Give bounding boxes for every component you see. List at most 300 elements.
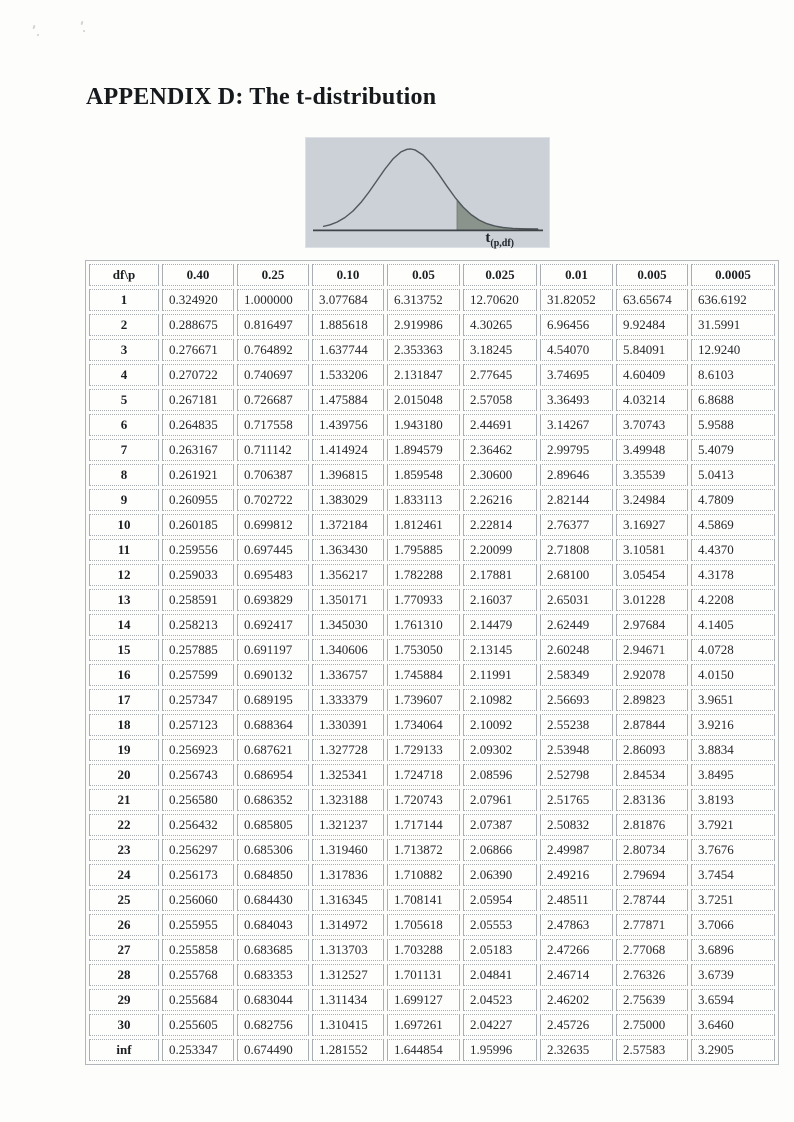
- t-value-cell: 3.6460: [691, 1014, 775, 1036]
- t-value-cell: 1.356217: [312, 564, 384, 586]
- t-value-cell: 4.0728: [691, 639, 775, 661]
- df-cell: 10: [89, 514, 159, 536]
- df-cell: 2: [89, 314, 159, 336]
- t-value-cell: 2.87844: [616, 714, 688, 736]
- t-value-cell: 2.32635: [540, 1039, 613, 1061]
- table-row: [89, 289, 775, 311]
- t-value-cell: 2.45726: [540, 1014, 613, 1036]
- t-value-cell: 0.260185: [162, 514, 234, 536]
- t-value-cell: 12.9240: [691, 339, 775, 361]
- t-value-cell: 1.95996: [463, 1039, 537, 1061]
- t-value-cell: 1.312527: [312, 964, 384, 986]
- t-value-cell: 3.077684: [312, 289, 384, 311]
- t-value-cell: 0.259556: [162, 539, 234, 561]
- t-value-cell: 2.68100: [540, 564, 613, 586]
- t-value-cell: 3.05454: [616, 564, 688, 586]
- t-value-cell: 2.75639: [616, 989, 688, 1011]
- t-value-cell: 2.77871: [616, 914, 688, 936]
- df-cell: 21: [89, 789, 159, 811]
- t-value-cell: 0.684430: [237, 889, 309, 911]
- t-value-cell: 0.256580: [162, 789, 234, 811]
- t-value-cell: 0.264835: [162, 414, 234, 436]
- t-value-cell: 31.82052: [540, 289, 613, 311]
- t-value-cell: 3.16927: [616, 514, 688, 536]
- t-value-cell: 2.77068: [616, 939, 688, 961]
- t-value-cell: 0.255955: [162, 914, 234, 936]
- t-value-cell: 0.685306: [237, 839, 309, 861]
- t-value-cell: 4.4370: [691, 539, 775, 561]
- t-value-cell: 0.255605: [162, 1014, 234, 1036]
- table-row: [89, 439, 775, 461]
- df-cell: 28: [89, 964, 159, 986]
- t-value-cell: 2.353363: [387, 339, 460, 361]
- table-row: [89, 489, 775, 511]
- t-value-cell: 3.7066: [691, 914, 775, 936]
- t-value-cell: 0.257123: [162, 714, 234, 736]
- df-cell: 3: [89, 339, 159, 361]
- t-value-cell: 0.259033: [162, 564, 234, 586]
- table-row: [89, 464, 775, 486]
- t-value-cell: 0.256743: [162, 764, 234, 786]
- t-value-cell: 4.30265: [463, 314, 537, 336]
- t-value-cell: 3.7676: [691, 839, 775, 861]
- t-value-cell: 1.703288: [387, 939, 460, 961]
- t-value-cell: 2.60248: [540, 639, 613, 661]
- t-value-cell: 0.711142: [237, 439, 309, 461]
- t-value-cell: 3.01228: [616, 589, 688, 611]
- corner-header: df\p: [89, 264, 159, 286]
- t-value-cell: 0.260955: [162, 489, 234, 511]
- t-value-cell: 2.71808: [540, 539, 613, 561]
- t-value-cell: 3.49948: [616, 439, 688, 461]
- page-title: APPENDIX D: The t-distribution: [86, 84, 437, 110]
- t-value-cell: 0.674490: [237, 1039, 309, 1061]
- t-value-cell: 2.07961: [463, 789, 537, 811]
- column-header-p: 0.40: [162, 264, 234, 286]
- t-value-cell: 2.10092: [463, 714, 537, 736]
- df-cell: 18: [89, 714, 159, 736]
- df-cell: 5: [89, 389, 159, 411]
- table-row: [89, 964, 775, 986]
- table-row: [89, 539, 775, 561]
- t-value-cell: 2.36462: [463, 439, 537, 461]
- t-value-cell: 2.30600: [463, 464, 537, 486]
- t-value-cell: 2.55238: [540, 714, 613, 736]
- t-value-cell: 3.10581: [616, 539, 688, 561]
- t-value-cell: 3.7454: [691, 864, 775, 886]
- t-value-cell: 2.76326: [616, 964, 688, 986]
- table-row: [89, 714, 775, 736]
- df-cell: 11: [89, 539, 159, 561]
- t-value-cell: 2.14479: [463, 614, 537, 636]
- t-value-cell: 2.89823: [616, 689, 688, 711]
- column-header-p: 0.01: [540, 264, 613, 286]
- table-row: [89, 889, 775, 911]
- t-value-cell: 4.7809: [691, 489, 775, 511]
- df-cell: 16: [89, 664, 159, 686]
- t-value-cell: 3.6896: [691, 939, 775, 961]
- t-value-cell: 0.699812: [237, 514, 309, 536]
- t-value-cell: 1.739607: [387, 689, 460, 711]
- t-value-cell: 2.015048: [387, 389, 460, 411]
- df-cell: 17: [89, 689, 159, 711]
- t-value-cell: 3.8193: [691, 789, 775, 811]
- t-value-cell: 2.47266: [540, 939, 613, 961]
- t-value-cell: 12.70620: [463, 289, 537, 311]
- t-subscript: (p,df): [490, 238, 514, 249]
- t-value-cell: 2.44691: [463, 414, 537, 436]
- t-value-cell: 2.75000: [616, 1014, 688, 1036]
- df-cell: 13: [89, 589, 159, 611]
- t-value-cell: 4.1405: [691, 614, 775, 636]
- t-value-cell: 1.812461: [387, 514, 460, 536]
- t-value-cell: 4.0150: [691, 664, 775, 686]
- t-value-cell: 1.729133: [387, 739, 460, 761]
- df-cell: 29: [89, 989, 159, 1011]
- t-table-header-row: [89, 264, 775, 286]
- table-row: [89, 564, 775, 586]
- t-value-cell: 4.3178: [691, 564, 775, 586]
- t-value-cell: 1.859548: [387, 464, 460, 486]
- t-value-cell: 2.919986: [387, 314, 460, 336]
- t-value-cell: 1.885618: [312, 314, 384, 336]
- t-value-cell: 2.53948: [540, 739, 613, 761]
- t-value-cell: 4.2208: [691, 589, 775, 611]
- t-value-cell: 2.10982: [463, 689, 537, 711]
- t-value-cell: 0.702722: [237, 489, 309, 511]
- t-value-cell: 0.257885: [162, 639, 234, 661]
- t-value-cell: 3.35539: [616, 464, 688, 486]
- t-value-cell: 5.9588: [691, 414, 775, 436]
- t-value-cell: 2.47863: [540, 914, 613, 936]
- t-value-cell: 1.336757: [312, 664, 384, 686]
- t-value-cell: 1.345030: [312, 614, 384, 636]
- t-value-cell: 1.745884: [387, 664, 460, 686]
- df-cell: 15: [89, 639, 159, 661]
- t-value-cell: 2.99795: [540, 439, 613, 461]
- t-value-cell: 2.94671: [616, 639, 688, 661]
- t-value-cell: 0.256173: [162, 864, 234, 886]
- column-header-p: 0.005: [616, 264, 688, 286]
- t-value-cell: 2.49216: [540, 864, 613, 886]
- t-value-cell: 1.717144: [387, 814, 460, 836]
- t-value-cell: 0.706387: [237, 464, 309, 486]
- scan-speck: [81, 21, 84, 25]
- scan-speck: [83, 30, 85, 32]
- shaded-tail-region: [457, 200, 538, 230]
- t-value-cell: 1.314972: [312, 914, 384, 936]
- table-row: [89, 389, 775, 411]
- t-value-cell: 1.894579: [387, 439, 460, 461]
- t-value-cell: 2.04523: [463, 989, 537, 1011]
- t-value-cell: 31.5991: [691, 314, 775, 336]
- t-value-cell: 3.14267: [540, 414, 613, 436]
- t-value-cell: 4.5869: [691, 514, 775, 536]
- t-value-cell: 2.13145: [463, 639, 537, 661]
- t-value-cell: 1.311434: [312, 989, 384, 1011]
- t-value-cell: 1.321237: [312, 814, 384, 836]
- t-value-cell: 2.56693: [540, 689, 613, 711]
- t-value-cell: 0.764892: [237, 339, 309, 361]
- t-value-cell: 2.52798: [540, 764, 613, 786]
- t-value-cell: 1.761310: [387, 614, 460, 636]
- t-value-cell: 2.04227: [463, 1014, 537, 1036]
- t-value-cell: 63.65674: [616, 289, 688, 311]
- t-value-cell: 0.690132: [237, 664, 309, 686]
- t-value-cell: 0.688364: [237, 714, 309, 736]
- table-row: [89, 664, 775, 686]
- t-value-cell: 8.6103: [691, 364, 775, 386]
- t-value-cell: 1.701131: [387, 964, 460, 986]
- t-value-cell: 2.06866: [463, 839, 537, 861]
- t-value-cell: 3.7921: [691, 814, 775, 836]
- t-value-cell: 1.323188: [312, 789, 384, 811]
- column-header-p: 0.0005: [691, 264, 775, 286]
- t-value-cell: 0.697445: [237, 539, 309, 561]
- t-value-cell: 2.05954: [463, 889, 537, 911]
- t-value-cell: 0.691197: [237, 639, 309, 661]
- t-value-cell: 1.705618: [387, 914, 460, 936]
- t-value-cell: 636.6192: [691, 289, 775, 311]
- t-value-cell: 1.414924: [312, 439, 384, 461]
- t-value-cell: 1.644854: [387, 1039, 460, 1061]
- t-value-cell: 2.06390: [463, 864, 537, 886]
- t-value-cell: 3.36493: [540, 389, 613, 411]
- t-value-cell: 2.84534: [616, 764, 688, 786]
- df-cell: 19: [89, 739, 159, 761]
- df-cell: 12: [89, 564, 159, 586]
- table-row: [89, 314, 775, 336]
- df-cell: 22: [89, 814, 159, 836]
- scan-speck: [37, 34, 39, 36]
- t-value-cell: 3.74695: [540, 364, 613, 386]
- table-row: [89, 614, 775, 636]
- t-value-cell: 2.05553: [463, 914, 537, 936]
- t-value-cell: 1.363430: [312, 539, 384, 561]
- t-value-cell: 0.686352: [237, 789, 309, 811]
- table-row: [89, 764, 775, 786]
- t-value-cell: 0.683685: [237, 939, 309, 961]
- t-value-cell: 1.943180: [387, 414, 460, 436]
- table-row: [89, 814, 775, 836]
- t-value-cell: 2.49987: [540, 839, 613, 861]
- table-row: [89, 1014, 775, 1036]
- t-value-cell: 0.276671: [162, 339, 234, 361]
- t-value-cell: 0.685805: [237, 814, 309, 836]
- df-cell: 24: [89, 864, 159, 886]
- t-value-cell: 0.682756: [237, 1014, 309, 1036]
- t-value-cell: 1.383029: [312, 489, 384, 511]
- t-value-cell: 2.82144: [540, 489, 613, 511]
- t-value-cell: 2.65031: [540, 589, 613, 611]
- t-value-cell: 2.131847: [387, 364, 460, 386]
- t-value-cell: 0.717558: [237, 414, 309, 436]
- t-value-cell: 1.350171: [312, 589, 384, 611]
- t-value-cell: 1.697261: [387, 1014, 460, 1036]
- t-value-cell: 0.288675: [162, 314, 234, 336]
- t-value-cell: 1.439756: [312, 414, 384, 436]
- t-value-cell: 1.000000: [237, 289, 309, 311]
- t-value-cell: 0.255684: [162, 989, 234, 1011]
- t-value-cell: 5.84091: [616, 339, 688, 361]
- table-row: [89, 839, 775, 861]
- t-value-cell: 3.70743: [616, 414, 688, 436]
- t-value-cell: 6.8688: [691, 389, 775, 411]
- t-value-cell: 2.22814: [463, 514, 537, 536]
- t-value-cell: 0.256060: [162, 889, 234, 911]
- t-value-cell: 1.713872: [387, 839, 460, 861]
- df-cell: 4: [89, 364, 159, 386]
- t-value-cell: 1.637744: [312, 339, 384, 361]
- t-value-cell: 2.11991: [463, 664, 537, 686]
- t-value-cell: 1.753050: [387, 639, 460, 661]
- table-row: [89, 689, 775, 711]
- t-value-cell: 2.51765: [540, 789, 613, 811]
- t-value-cell: 0.267181: [162, 389, 234, 411]
- t-value-cell: 6.313752: [387, 289, 460, 311]
- t-value-cell: 0.263167: [162, 439, 234, 461]
- t-value-cell: 0.256923: [162, 739, 234, 761]
- t-value-cell: 3.2905: [691, 1039, 775, 1061]
- t-value-cell: 2.57583: [616, 1039, 688, 1061]
- t-value-cell: 1.724718: [387, 764, 460, 786]
- t-value-cell: 1.475884: [312, 389, 384, 411]
- t-value-cell: 1.708141: [387, 889, 460, 911]
- t-value-cell: 4.03214: [616, 389, 688, 411]
- t-value-cell: 2.79694: [616, 864, 688, 886]
- table-row: [89, 1039, 775, 1061]
- t-value-cell: 1.319460: [312, 839, 384, 861]
- t-value-cell: 3.9216: [691, 714, 775, 736]
- t-value-cell: 4.60409: [616, 364, 688, 386]
- table-row: [89, 739, 775, 761]
- t-distribution-figure: [305, 137, 550, 248]
- t-value-cell: 0.257599: [162, 664, 234, 686]
- t-value-cell: 1.310415: [312, 1014, 384, 1036]
- table-row: [89, 939, 775, 961]
- table-row: [89, 914, 775, 936]
- t-value-cell: 2.62449: [540, 614, 613, 636]
- df-cell: 6: [89, 414, 159, 436]
- table-row: [89, 789, 775, 811]
- df-cell: 14: [89, 614, 159, 636]
- df-cell: 1: [89, 289, 159, 311]
- df-cell: 20: [89, 764, 159, 786]
- t-value-cell: 1.316345: [312, 889, 384, 911]
- t-value-cell: 0.693829: [237, 589, 309, 611]
- t-value-cell: 2.05183: [463, 939, 537, 961]
- t-value-cell: 1.396815: [312, 464, 384, 486]
- df-cell: 26: [89, 914, 159, 936]
- t-value-cell: 2.48511: [540, 889, 613, 911]
- t-value-cell: 6.96456: [540, 314, 613, 336]
- t-symbol: t: [485, 230, 491, 246]
- t-value-cell: 0.683353: [237, 964, 309, 986]
- t-value-cell: 2.07387: [463, 814, 537, 836]
- t-value-cell: 2.76377: [540, 514, 613, 536]
- t-value-cell: 3.6594: [691, 989, 775, 1011]
- t-value-cell: 0.684850: [237, 864, 309, 886]
- t-value-cell: 2.08596: [463, 764, 537, 786]
- t-value-cell: 1.330391: [312, 714, 384, 736]
- t-value-cell: 0.256297: [162, 839, 234, 861]
- df-cell: 27: [89, 939, 159, 961]
- t-value-cell: 0.257347: [162, 689, 234, 711]
- df-cell: 9: [89, 489, 159, 511]
- t-value-cell: 2.20099: [463, 539, 537, 561]
- scan-speck: [32, 25, 35, 29]
- t-value-cell: 2.58349: [540, 664, 613, 686]
- t-value-cell: 5.4079: [691, 439, 775, 461]
- column-header-p: 0.25: [237, 264, 309, 286]
- t-value-cell: 1.533206: [312, 364, 384, 386]
- t-value-cell: 2.26216: [463, 489, 537, 511]
- t-value-cell: 0.687621: [237, 739, 309, 761]
- t-value-cell: 0.684043: [237, 914, 309, 936]
- t-value-cell: 2.92078: [616, 664, 688, 686]
- t-value-cell: 3.24984: [616, 489, 688, 511]
- t-value-cell: 1.782288: [387, 564, 460, 586]
- t-value-cell: 0.726687: [237, 389, 309, 411]
- t-value-cell: 1.770933: [387, 589, 460, 611]
- t-value-cell: 5.0413: [691, 464, 775, 486]
- t-value-cell: 0.261921: [162, 464, 234, 486]
- table-row: [89, 514, 775, 536]
- t-value-cell: 1.333379: [312, 689, 384, 711]
- t-value-cell: 2.83136: [616, 789, 688, 811]
- t-value-cell: 1.340606: [312, 639, 384, 661]
- t-value-cell: 2.86093: [616, 739, 688, 761]
- t-value-cell: 0.270722: [162, 364, 234, 386]
- t-value-cell: 2.89646: [540, 464, 613, 486]
- t-value-cell: 2.57058: [463, 389, 537, 411]
- t-value-cell: 0.816497: [237, 314, 309, 336]
- t-value-cell: 1.313703: [312, 939, 384, 961]
- t-value-cell: 0.258213: [162, 614, 234, 636]
- t-value-cell: 2.97684: [616, 614, 688, 636]
- df-cell: 7: [89, 439, 159, 461]
- df-cell: 30: [89, 1014, 159, 1036]
- t-value-cell: 3.8495: [691, 764, 775, 786]
- t-value-cell: 0.253347: [162, 1039, 234, 1061]
- column-header-p: 0.025: [463, 264, 537, 286]
- t-value-cell: 2.16037: [463, 589, 537, 611]
- t-value-cell: 0.695483: [237, 564, 309, 586]
- table-row: [89, 639, 775, 661]
- table-row: [89, 414, 775, 436]
- df-cell: inf: [89, 1039, 159, 1061]
- t-value-cell: 2.78744: [616, 889, 688, 911]
- t-value-cell: 1.710882: [387, 864, 460, 886]
- column-header-p: 0.10: [312, 264, 384, 286]
- bell-curve-line: [323, 149, 538, 229]
- df-cell: 25: [89, 889, 159, 911]
- t-value-cell: 0.255768: [162, 964, 234, 986]
- t-value-cell: 1.720743: [387, 789, 460, 811]
- t-value-cell: 1.833113: [387, 489, 460, 511]
- df-cell: 8: [89, 464, 159, 486]
- t-value-cell: 3.9651: [691, 689, 775, 711]
- t-value-cell: 9.92484: [616, 314, 688, 336]
- t-value-cell: 0.256432: [162, 814, 234, 836]
- t-value-cell: 3.7251: [691, 889, 775, 911]
- t-value-cell: 2.81876: [616, 814, 688, 836]
- t-value-cell: 1.317836: [312, 864, 384, 886]
- table-row: [89, 364, 775, 386]
- t-value-cell: 2.17881: [463, 564, 537, 586]
- t-value-cell: 0.692417: [237, 614, 309, 636]
- t-value-cell: 1.372184: [312, 514, 384, 536]
